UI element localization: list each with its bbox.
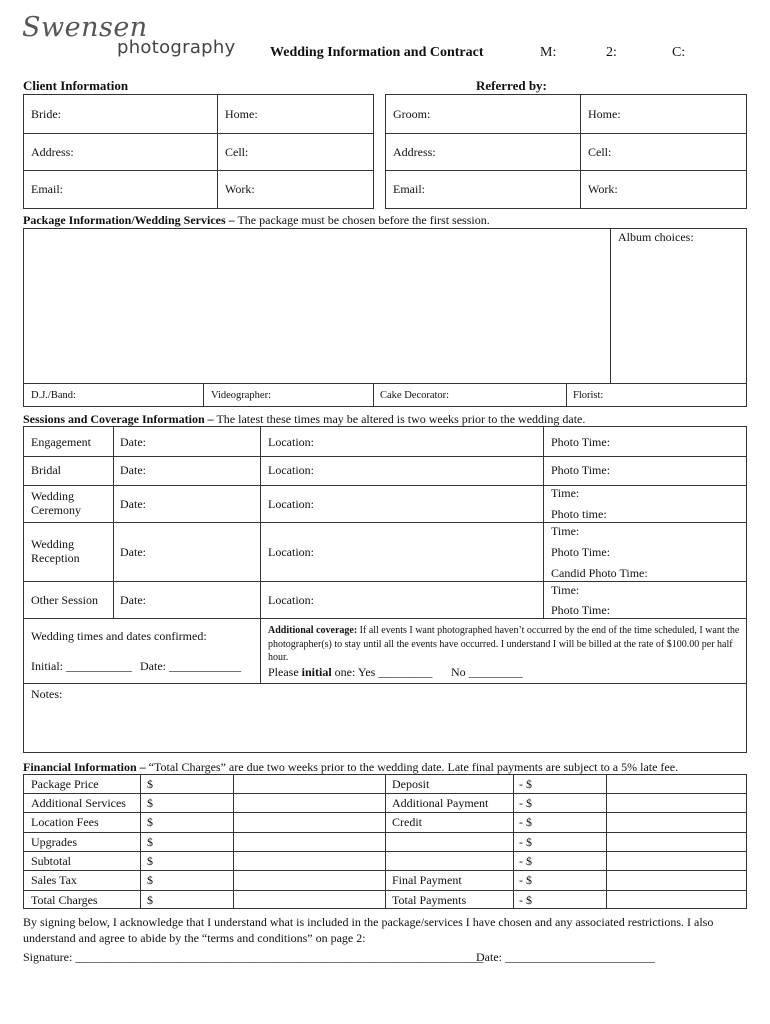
reception-label-line2: Reception [31,551,80,565]
fin-left-label: Package Price [31,777,99,791]
reception-time[interactable]: Time: [551,524,580,538]
bridal-location[interactable]: Location: [268,463,314,477]
bridal-date[interactable]: Date: [120,463,146,477]
ceremony-date[interactable]: Date: [120,497,146,511]
referred-by-heading: Referred by: [476,78,547,93]
fin-left-label: Total Charges [31,893,98,907]
fin-dollar[interactable]: $ [147,854,153,868]
code-2: 2: [606,45,617,60]
fin-left-label: Upgrades [31,835,77,849]
sessions-heading: Sessions and Coverage Information – The latest these times may be altered is two weeks prior to the wedding date. [23,412,586,426]
fin-right-label: Total Payments [392,893,467,907]
fin-dollar[interactable]: $ [147,835,153,849]
other-session-label: Other Session [31,593,98,607]
bride-table [23,94,374,209]
bride-work-field[interactable]: Work: [225,182,255,196]
florist-field[interactable]: Florist: [573,390,604,401]
fin-minus[interactable]: - $ [519,854,532,868]
album-choices-field[interactable]: Album choices: [618,230,694,244]
package-box[interactable] [23,228,747,407]
additional-coverage-text: Additional coverage: If all events I want photographed haven’t occurred by the end of the time scheduled, I want the photographer(s) to stay until all the events have occurred. I understand I will be billed at the rate of $100.00 per half hour. [268,625,740,663]
bridal-photo-time[interactable]: Photo Time: [551,463,611,477]
reception-date[interactable]: Date: [120,545,146,559]
fin-minus[interactable]: - $ [519,893,532,907]
signature-field[interactable]: Signature: ____________________________________________________________________ [23,950,484,964]
groom-cell-field[interactable]: Cell: [588,145,612,159]
fin-right-label: Final Payment [392,873,462,887]
groom-table [385,94,747,209]
fin-dollar[interactable]: $ [147,815,153,829]
acknowledgement-text: By signing below, I acknowledge that I understand what is included in the package/services I have chosen and any associated restrictions. I also understand and agree to abide by the “terms and conditions” on page 2: [23,915,714,945]
bride-home-field[interactable]: Home: [225,107,258,121]
logo-wordmark: photography [117,37,236,58]
times-confirmed-label: Wedding times and dates confirmed: [31,629,207,643]
reception-candid-photo-time[interactable]: Candid Photo Time: [551,566,648,580]
ceremony-location[interactable]: Location: [268,497,314,511]
engagement-photo-time[interactable]: Photo Time: [551,435,611,449]
fin-dollar[interactable]: $ [147,873,153,887]
other-time[interactable]: Time: [551,583,580,597]
fin-minus[interactable]: - $ [519,815,532,829]
additional-coverage-no[interactable]: No _________ [451,665,523,679]
fin-right-label: Deposit [392,777,430,791]
groom-work-field[interactable]: Work: [588,182,618,196]
fin-dollar[interactable]: $ [147,893,153,907]
videographer-field[interactable]: Videographer: [211,390,272,401]
ceremony-label-line2: Ceremony [31,503,81,517]
fin-dollar[interactable]: $ [147,796,153,810]
bride-address-field[interactable]: Address: [31,145,74,159]
signature-date-field[interactable]: Date: _________________________ [476,950,655,964]
bridal-label: Bridal [31,463,61,477]
logo-script: Swensen [22,12,148,43]
fin-left-label: Subtotal [31,854,72,868]
reception-label-line1: Wedding [31,537,75,551]
fin-left-label: Location Fees [31,815,99,829]
bride-field[interactable]: Bride: [31,107,61,121]
fin-minus[interactable]: - $ [519,777,532,791]
bride-email-field[interactable]: Email: [31,182,63,196]
ceremony-time[interactable]: Time: [551,486,580,500]
reception-location[interactable]: Location: [268,545,314,559]
groom-email-field[interactable]: Email: [393,182,425,196]
fin-minus[interactable]: - $ [519,796,532,810]
confirm-initial-field[interactable]: Initial: ___________ [31,659,132,673]
client-info-heading: Client Information [23,78,129,93]
fin-minus[interactable]: - $ [519,873,532,887]
fin-left-label: Additional Services [31,796,126,810]
package-heading: Package Information/Wedding Services – The package must be chosen before the first session. [23,213,490,227]
dj-band-field[interactable]: D.J./Band: [31,390,76,401]
engagement-label: Engagement [31,435,91,449]
other-date[interactable]: Date: [120,593,146,607]
ceremony-label-line1: Wedding [31,489,75,503]
ceremony-photo-time[interactable]: Photo time: [551,507,607,521]
confirm-date-field[interactable]: Date: ____________ [140,659,241,673]
fin-minus[interactable]: - $ [519,835,532,849]
notes-field[interactable]: Notes: [31,687,63,701]
cake-decorator-field[interactable]: Cake Decorator: [380,390,450,401]
engagement-location[interactable]: Location: [268,435,314,449]
code-c: C: [672,45,686,60]
other-photo-time[interactable]: Photo Time: [551,603,611,617]
fin-right-label: Additional Payment [392,796,489,810]
engagement-date[interactable]: Date: [120,435,146,449]
additional-coverage-initial[interactable]: Please initial one: Yes _________ [268,665,433,679]
groom-home-field[interactable]: Home: [588,107,621,121]
reception-photo-time[interactable]: Photo Time: [551,545,611,559]
financial-heading: Financial Information – “Total Charges” are due two weeks prior to the wedding date. Late final payments are subject to a 5% late fee. [23,760,679,774]
groom-field[interactable]: Groom: [393,107,431,121]
groom-address-field[interactable]: Address: [393,145,436,159]
fin-dollar[interactable]: $ [147,777,153,791]
fin-left-label: Sales Tax [31,873,77,887]
page-title: Wedding Information and Contract [270,45,484,60]
fin-right-label: Credit [392,815,422,829]
other-location[interactable]: Location: [268,593,314,607]
bride-cell-field[interactable]: Cell: [225,145,249,159]
code-m: M: [540,45,557,60]
